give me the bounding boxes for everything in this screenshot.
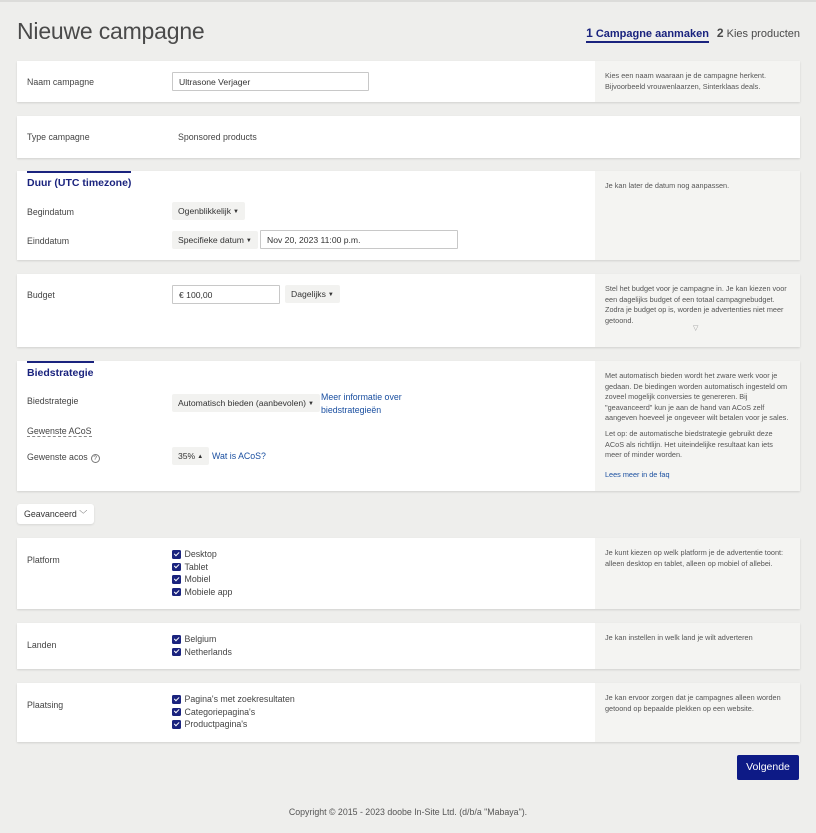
checkbox-checked-icon[interactable] [172, 635, 181, 644]
next-button[interactable]: Volgende [737, 755, 799, 780]
caret-down-icon: ▼ [245, 238, 252, 244]
budget-input[interactable]: € 100,00 [172, 285, 280, 304]
expand-chevron-icon[interactable]: ▽ [693, 325, 699, 332]
chevron-down-icon: ﹀ [79, 510, 88, 519]
checkbox-item[interactable] [172, 718, 295, 731]
checkbox-checked-icon[interactable] [172, 720, 181, 729]
end-date-mode-dropdown[interactable] [172, 231, 258, 249]
checkbox-label: Productpagina's [184, 719, 248, 730]
campaign-name-help [595, 61, 800, 102]
start-date-dropdown[interactable] [172, 202, 245, 220]
help-text: Je kan instellen in welk land je wilt adverteren [605, 633, 753, 642]
checkbox-checked-icon[interactable] [172, 708, 181, 717]
help-text: Je kan later de datum nog aanpassen. [605, 181, 730, 190]
checkbox-checked-icon[interactable] [172, 575, 181, 584]
dropdown-value: Dagelijks [291, 289, 326, 299]
budget-card [17, 274, 800, 347]
bid-strategy-card [17, 361, 800, 491]
checkbox-checked-icon[interactable] [172, 648, 181, 657]
wizard-steps [586, 26, 800, 43]
campaign-name-label: Naam campagne [27, 77, 94, 87]
checkbox-item[interactable] [172, 646, 232, 659]
dropdown-value: Ogenblikkelijk [178, 206, 232, 216]
step-choose-products[interactable] [717, 26, 800, 43]
faq-link[interactable]: Lees meer in de faq [605, 469, 670, 479]
checkbox-item[interactable] [172, 573, 232, 586]
checkbox-label: Mobiel [184, 574, 211, 585]
countries-card [17, 623, 800, 669]
checkbox-item[interactable] [172, 633, 232, 646]
campaign-type-label: Type campagne [27, 132, 90, 142]
footer-copyright: Copyright © 2015 - 2023 doobe In-Site Ltd. (d/b/a "Mabaya"). [288, 807, 528, 817]
what-is-acos-link[interactable]: Wat is ACoS? [212, 451, 266, 461]
checkbox-label: Categoriepagina's [184, 706, 256, 717]
checkbox-label: Belgium [184, 634, 217, 645]
budget-help [595, 274, 800, 347]
step-number: 1 [586, 26, 593, 40]
budget-label: Budget [27, 290, 55, 300]
bid-strategy-label: Biedstrategie [27, 396, 79, 406]
help-text: Je kan ervoor zorgen dat je campagnes alleen worden getoond op bepaalde plekken op een website. [605, 693, 781, 713]
acos-dropdown[interactable] [172, 447, 209, 465]
acos-title: Gewenste ACoS [27, 426, 92, 436]
end-date-label: Einddatum [27, 236, 70, 246]
checkbox-checked-icon[interactable] [172, 563, 181, 572]
checkbox-item[interactable] [172, 586, 232, 599]
step-create-campaign[interactable] [586, 26, 709, 43]
caret-down-icon: ▼ [327, 292, 334, 298]
placement-help [595, 683, 800, 742]
placement-options [172, 693, 295, 731]
placement-card [17, 683, 800, 742]
caret-up-icon: ▲ [197, 454, 204, 460]
campaign-name-input[interactable]: Ultrasone Verjager [172, 72, 369, 91]
step-number: 2 [716, 26, 724, 40]
platform-card [17, 538, 800, 609]
dropdown-value: Automatisch bieden (aanbevolen) [178, 398, 307, 408]
advanced-toggle-button[interactable] [17, 504, 94, 524]
page-title: Nieuwe campagne [17, 18, 205, 44]
countries-options [172, 633, 232, 658]
bid-strategy-info-link[interactable]: Meer informatie over biedstrategieën [321, 392, 402, 415]
checkbox-item[interactable] [172, 693, 295, 706]
start-date-label: Begindatum [27, 207, 74, 217]
help-paragraph: Met automatisch bieden wordt het zware werk voor je gedaan. De biedingen worden automatisch ingesteld om zoveel mogelijk conversies te genereren. Bij "geavanceerd" kun je aan de hand van ACoS zelf aangeven hoeveel je ongeveer wilt betalen voor je sales. [605, 371, 789, 423]
dropdown-value: Specifieke datum [178, 235, 244, 245]
step-label: Kies producten [726, 28, 800, 40]
advanced-label: Geavanceerd [24, 509, 77, 519]
placement-label: Plaatsing [27, 700, 64, 710]
platform-label: Platform [27, 555, 60, 565]
campaign-type-card [17, 116, 800, 158]
page-header [17, 18, 800, 48]
checkbox-label: Pagina's met zoekresultaten [184, 694, 295, 705]
duration-help [595, 171, 800, 260]
acos-label [27, 452, 100, 463]
checkbox-label: Tablet [184, 561, 208, 572]
duration-title: Duur (UTC timezone) [27, 171, 131, 189]
countries-help [595, 623, 800, 669]
bid-strategy-help [595, 361, 800, 491]
end-date-input[interactable]: Nov 20, 2023 11:00 p.m. [260, 230, 458, 249]
checkbox-item[interactable] [172, 548, 232, 561]
dropdown-value: 35% [178, 451, 196, 461]
help-paragraph: Let op: de automatische biedstrategie gebruikt deze ACoS als richtlijn. Het uiteindelijke resultaat kan iets meer of minder worden. [605, 428, 773, 460]
campaign-type-value: Sponsored products [178, 132, 257, 142]
checkbox-label: Netherlands [184, 646, 232, 657]
budget-period-dropdown[interactable] [285, 285, 340, 303]
platform-options [172, 548, 232, 598]
help-question-icon[interactable]: ? [91, 454, 100, 463]
campaign-name-card [17, 61, 800, 102]
checkbox-item[interactable] [172, 706, 295, 719]
bid-strategy-title: Biedstrategie [27, 361, 94, 379]
checkbox-checked-icon[interactable] [172, 695, 181, 704]
countries-label: Landen [27, 640, 57, 650]
acos-label-text: Gewenste acos [27, 452, 88, 462]
checkbox-label: Mobiele app [184, 587, 233, 598]
caret-down-icon: ▼ [308, 401, 314, 407]
help-text: Je kunt kiezen op welk platform je de advertentie toont: alleen desktop en tablet, alleen op mobiel of allebei. [605, 548, 784, 568]
help-text: Kies een naam waaraan je de campagne herkent. Bijvoorbeeld vrouwenlaarzen, Sinterklaas deals. [605, 71, 767, 91]
platform-help [595, 538, 800, 609]
caret-down-icon: ▼ [233, 209, 239, 215]
step-label: Campagne aanmaken [595, 28, 709, 40]
bid-strategy-dropdown[interactable] [172, 394, 320, 412]
checkbox-item[interactable] [172, 561, 232, 574]
checkbox-checked-icon[interactable] [172, 588, 181, 597]
duration-card [17, 171, 800, 260]
help-text: Stel het budget voor je campagne in. Je kan kiezen voor een dagelijks budget of een totaal campagnebudget. Zodra je budget op is, worden je advertenties niet meer getoond. [605, 284, 787, 325]
checkbox-checked-icon[interactable] [172, 550, 181, 559]
checkbox-label: Desktop [184, 549, 217, 560]
